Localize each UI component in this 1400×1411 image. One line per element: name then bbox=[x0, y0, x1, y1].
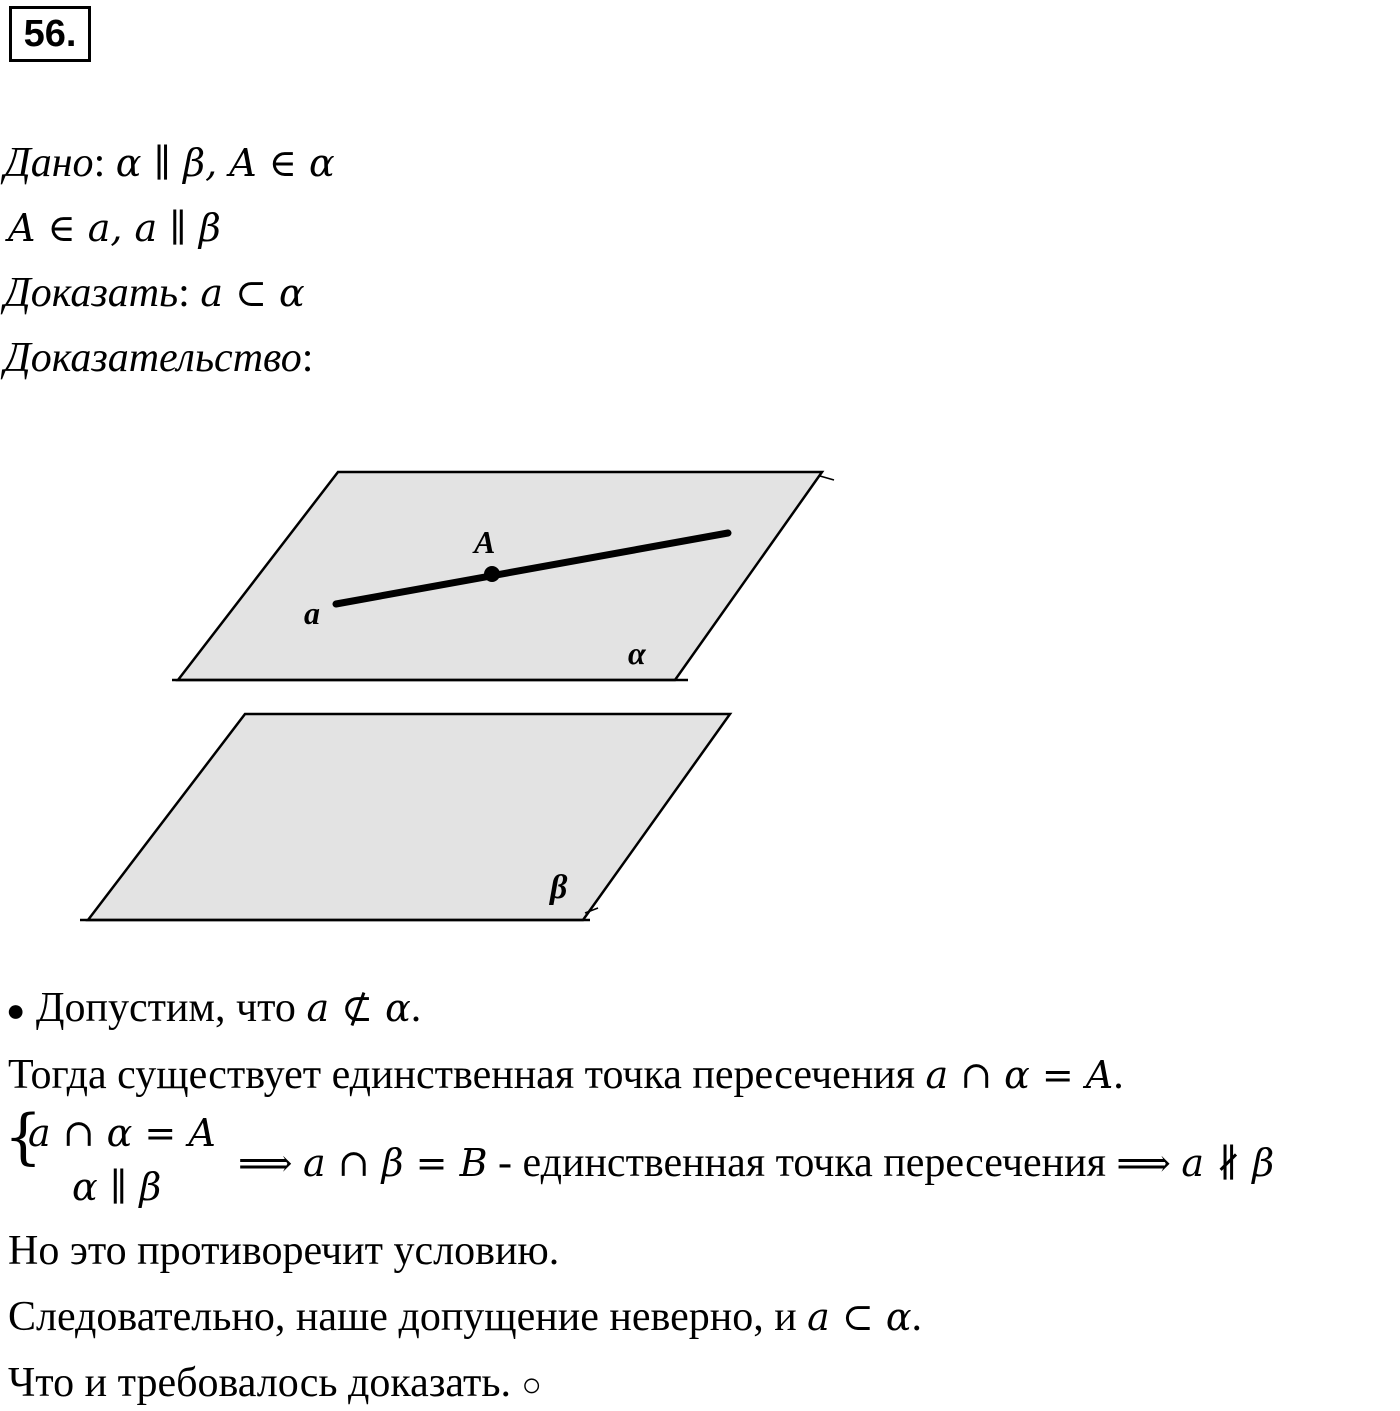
proof-heading bbox=[4, 333, 313, 383]
assumption-math: a ⊄ α bbox=[306, 986, 411, 1030]
prove-label: Доказать bbox=[4, 270, 179, 316]
then-text: Тогда существует единственная точка пересечения bbox=[8, 1052, 926, 1098]
conclusion-end: . bbox=[911, 1294, 922, 1340]
problem-number: 56. bbox=[9, 6, 91, 62]
given-line-2 bbox=[8, 203, 221, 253]
conclusion-text: Следовательно, наше допущение неверно, и bbox=[8, 1294, 808, 1340]
then-line bbox=[8, 1050, 1124, 1100]
given-line-1 bbox=[4, 138, 335, 188]
proof-colon: : bbox=[301, 335, 314, 381]
qed-line bbox=[8, 1358, 542, 1411]
assumption-end: . bbox=[410, 985, 422, 1031]
bullet: ● bbox=[6, 992, 26, 1028]
given-statement-2: A ∈ a, a ∥ β bbox=[8, 206, 221, 250]
qed-text: Что и требовалось доказать. bbox=[8, 1360, 522, 1406]
contradiction-line bbox=[8, 1226, 559, 1276]
plane-beta bbox=[88, 714, 730, 920]
point-A bbox=[484, 566, 500, 582]
planes-figure bbox=[0, 440, 900, 940]
result-line bbox=[238, 1138, 1274, 1188]
implies-arrow-1: ⟹ bbox=[238, 1141, 293, 1185]
result-math: a ∩ β = B bbox=[302, 1141, 488, 1185]
plane-alpha-label: α bbox=[628, 635, 646, 671]
point-A-label: A bbox=[474, 524, 496, 560]
conclusion-line bbox=[8, 1292, 922, 1342]
then-math: a ∩ α = A bbox=[925, 1053, 1114, 1097]
given-label: Дано bbox=[4, 140, 94, 186]
prove-line bbox=[4, 268, 305, 318]
qed-symbol: ○ bbox=[521, 1367, 543, 1404]
result-text: - единственная точка пересечения bbox=[487, 1140, 1117, 1186]
assumption-text: Допустим, что bbox=[35, 985, 307, 1031]
given-colon: : bbox=[93, 140, 106, 186]
system-brace: { bbox=[4, 1102, 43, 1172]
given-statement-1: α ∥ β, A ∈ α bbox=[115, 141, 335, 185]
prove-statement: a ⊂ α bbox=[200, 271, 305, 315]
contradiction-text: Но это противоречит условию. bbox=[8, 1228, 560, 1274]
proof-label: Доказательство bbox=[4, 335, 302, 381]
plane-alpha-corner-tick bbox=[820, 476, 834, 480]
system-line-2: α ∥ β bbox=[72, 1165, 162, 1209]
system-line-1: a ∩ α = A bbox=[28, 1111, 216, 1155]
line-a-label: a bbox=[304, 595, 320, 631]
assumption-line bbox=[6, 983, 421, 1035]
then-end: . bbox=[1113, 1052, 1124, 1098]
plane-beta-label: β bbox=[550, 869, 568, 906]
prove-colon: : bbox=[178, 270, 190, 316]
implies-arrow-2: ⟹ bbox=[1116, 1141, 1171, 1185]
conclusion-math: a ⊂ α bbox=[807, 1295, 912, 1339]
result2-math: a ∦ β bbox=[1181, 1141, 1275, 1185]
